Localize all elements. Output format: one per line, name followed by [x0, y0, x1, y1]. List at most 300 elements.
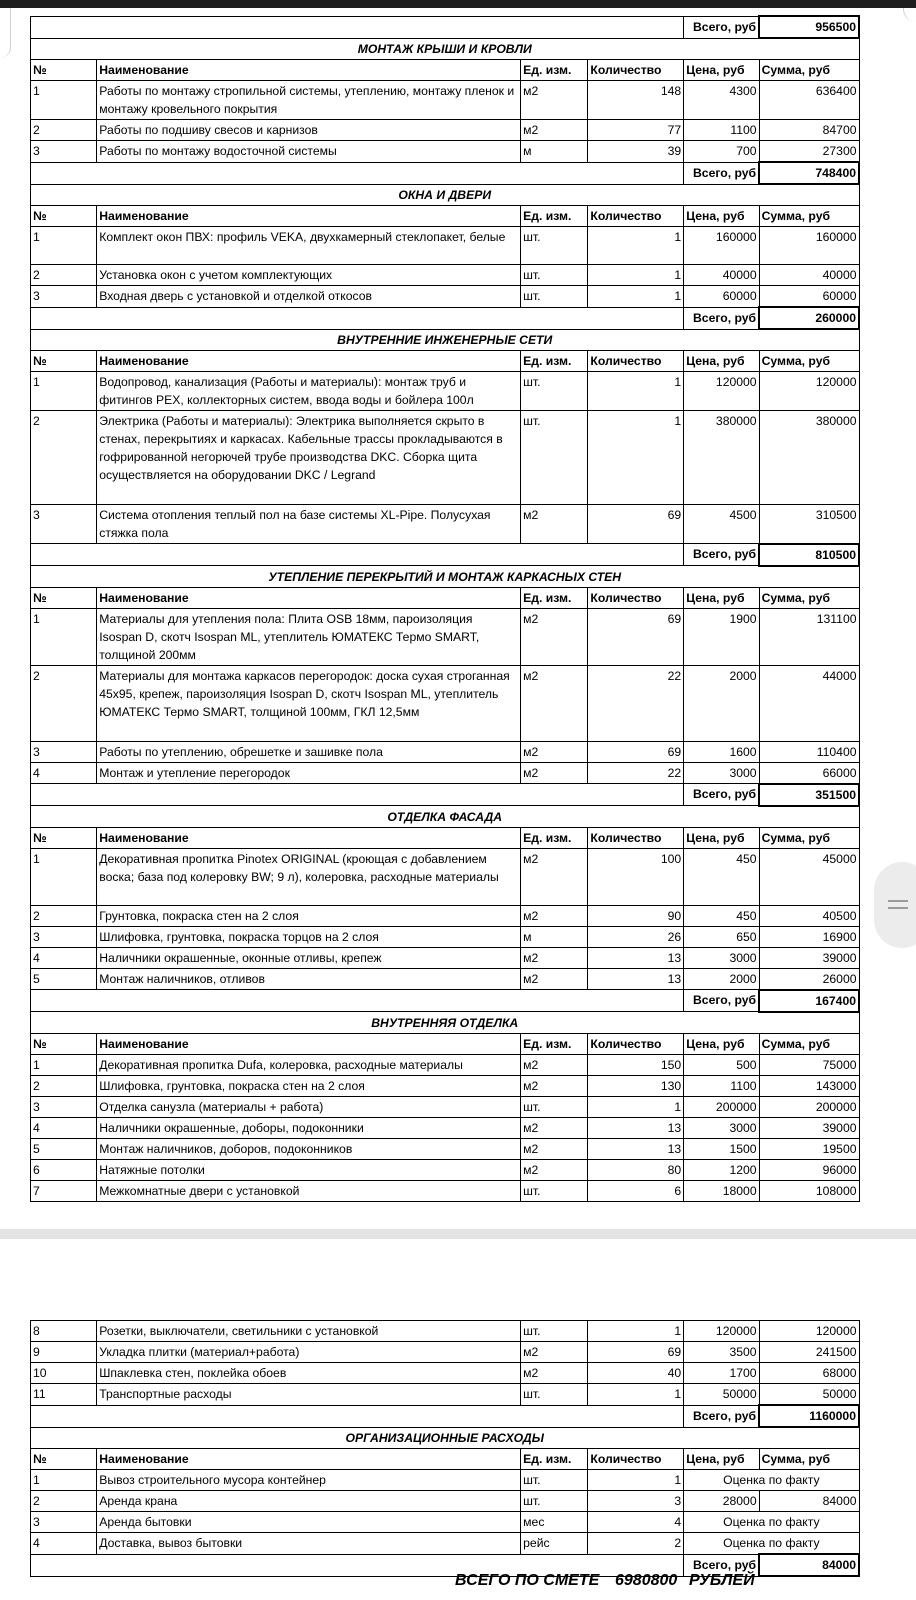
top-status-bar: [0, 0, 916, 8]
column-header-row: [31, 1449, 860, 1470]
row-price: 1100: [684, 120, 759, 141]
row-price: 4300: [684, 81, 759, 120]
row-quantity: 1: [588, 1096, 684, 1117]
table-row: [31, 141, 860, 163]
row-name: Материалы для монтажа каркасов перегородок: доска сухая строганная 45х95, крепеж, пароизоляция Isospan D, скотч Isospan ML, утеплитель ЮМАТЕКС Термо SMART, толщиной 100мм, ГКЛ 12,5мм: [97, 665, 521, 741]
row-sum: 60000: [759, 286, 859, 308]
row-number: 6: [31, 1159, 97, 1180]
row-number: 9: [31, 1342, 97, 1363]
estimate-table-continued: [30, 1320, 860, 1577]
row-sum: 39000: [759, 1117, 859, 1138]
row-quantity: 1: [588, 265, 684, 286]
row-quantity: 22: [588, 762, 684, 784]
col-sum-header: Сумма, руб: [759, 206, 859, 227]
row-quantity: 13: [588, 1138, 684, 1159]
table-row: [31, 1054, 860, 1075]
section-title: ВНУТРЕННИЕ ИНЖЕНЕРНЫЕ СЕТИ: [31, 329, 860, 351]
row-price: 200000: [684, 1096, 759, 1117]
column-header-row: [31, 587, 860, 608]
row-sum: 39000: [759, 947, 859, 968]
row-unit: м2: [521, 848, 588, 905]
row-name: Аренда крана: [97, 1491, 521, 1512]
col-price-header: Цена, руб: [684, 60, 759, 81]
col-price-header: Цена, руб: [684, 587, 759, 608]
row-quantity: 1: [588, 372, 684, 411]
row-unit: м2: [521, 1342, 588, 1363]
col-number-header: №: [31, 60, 97, 81]
row-unit: м2: [521, 1117, 588, 1138]
row-unit: м2: [521, 762, 588, 784]
row-number: 10: [31, 1363, 97, 1384]
table-row: [31, 1470, 860, 1491]
col-name-header: Наименование: [97, 60, 521, 81]
row-sum: 26000: [759, 968, 859, 990]
table-row: [31, 411, 860, 505]
row-price: 500: [684, 1054, 759, 1075]
col-sum-header: Сумма, руб: [759, 587, 859, 608]
row-quantity: 26: [588, 926, 684, 947]
section-title-row: [31, 329, 860, 351]
table-row: [31, 608, 860, 665]
total-spacer: [31, 307, 684, 329]
row-number: 4: [31, 762, 97, 784]
row-unit: м2: [521, 665, 588, 741]
row-quantity: 3: [588, 1491, 684, 1512]
row-quantity: 150: [588, 1054, 684, 1075]
row-number: 2: [31, 265, 97, 286]
table-row: [31, 848, 860, 905]
row-name: Доставка, вывоз бытовки: [97, 1533, 521, 1555]
table-row: [31, 1096, 860, 1117]
row-price: 160000: [684, 227, 759, 265]
col-quantity-header: Количество: [588, 827, 684, 848]
page-separator: [0, 1229, 916, 1239]
row-name: Монтаж наличников, отливов: [97, 968, 521, 990]
row-unit: м2: [521, 608, 588, 665]
row-number: 8: [31, 1321, 97, 1342]
column-header-row: [31, 60, 860, 81]
col-quantity-header: Количество: [588, 1033, 684, 1054]
row-quantity: 69: [588, 505, 684, 544]
row-sum: 310500: [759, 505, 859, 544]
table-row: [31, 1075, 860, 1096]
section-title-row: [31, 184, 860, 206]
col-quantity-header: Количество: [588, 351, 684, 372]
total-spacer: [31, 16, 684, 38]
total-value: 84000: [759, 1554, 859, 1576]
row-name: Материалы для утепления пола: Плита OSB 18мм, пароизоляция Isospan D, скотч Isospan ML, утеплитель ЮМАТЕКС Термо SMART, толщиной 200мм: [97, 608, 521, 665]
row-unit: шт.: [521, 1180, 588, 1201]
page-corner-left: [0, 8, 11, 58]
col-name-header: Наименование: [97, 587, 521, 608]
col-unit-header: Ед. изм.: [521, 60, 588, 81]
table-row: [31, 1533, 860, 1555]
col-number-header: №: [31, 1449, 97, 1470]
row-unit: м: [521, 141, 588, 163]
row-name: Работы по утеплению, обрешетке и зашивке пола: [97, 741, 521, 762]
row-name: Работы по монтажу водосточной системы: [97, 141, 521, 163]
row-number: 3: [31, 1096, 97, 1117]
row-unit: м2: [521, 1138, 588, 1159]
section-total-row: [31, 544, 860, 566]
row-price: 2000: [684, 665, 759, 741]
row-price: 40000: [684, 265, 759, 286]
row-unit: м: [521, 926, 588, 947]
table-row: [31, 1321, 860, 1342]
row-sum: 241500: [759, 1342, 859, 1363]
row-quantity: 69: [588, 741, 684, 762]
row-quantity: 1: [588, 1470, 684, 1491]
col-quantity-header: Количество: [588, 60, 684, 81]
row-quantity: 4: [588, 1512, 684, 1533]
row-quantity: 22: [588, 665, 684, 741]
row-sum: 68000: [759, 1363, 859, 1384]
section-title: ОТДЕЛКА ФАСАДА: [31, 806, 860, 828]
table-row: [31, 1512, 860, 1533]
row-quantity: 13: [588, 1117, 684, 1138]
col-unit-header: Ед. изм.: [521, 1033, 588, 1054]
row-number: 2: [31, 1491, 97, 1512]
row-unit: м2: [521, 1075, 588, 1096]
row-unit: м2: [521, 81, 588, 120]
column-header-row: [31, 206, 860, 227]
row-price: 3500: [684, 1342, 759, 1363]
total-spacer: [31, 990, 684, 1012]
row-name: Работы по монтажу стропильной системы, утеплению, монтажу пленок и монтажу кровельного покрытия: [97, 81, 521, 120]
section-title-row: [31, 1427, 860, 1449]
row-name: Транспортные расходы: [97, 1384, 521, 1406]
section-title-row: [31, 806, 860, 828]
row-name: Монтаж и утепление перегородок: [97, 762, 521, 784]
row-number: 2: [31, 411, 97, 505]
table-row: [31, 1342, 860, 1363]
row-quantity: 100: [588, 848, 684, 905]
row-price: 1500: [684, 1138, 759, 1159]
row-unit: шт.: [521, 1384, 588, 1406]
row-sum: 160000: [759, 227, 859, 265]
estimate-sheet-page-2: [30, 1320, 860, 1577]
row-name: Система отопления теплый пол на базе системы XL-Pipe. Полусухая стяжка пола: [97, 505, 521, 544]
section-title: ОРГАНИЗАЦИОННЫЕ РАСХОДЫ: [31, 1427, 860, 1449]
row-unit: м2: [521, 1363, 588, 1384]
row-quantity: 80: [588, 1159, 684, 1180]
table-row: [31, 1180, 860, 1201]
col-unit-header: Ед. изм.: [521, 827, 588, 848]
row-number: 11: [31, 1384, 97, 1406]
total-spacer: [31, 1405, 684, 1427]
row-quantity: 77: [588, 120, 684, 141]
section-total-row: [31, 162, 860, 184]
row-name: Входная дверь с установкой и отделкой откосов: [97, 286, 521, 308]
row-number: 1: [31, 1470, 97, 1491]
row-name: Шпаклевка стен, поклейка обоев: [97, 1363, 521, 1384]
total-label: Всего, руб: [684, 784, 759, 806]
row-price: 1700: [684, 1363, 759, 1384]
grand-total-label: ВСЕГО ПО СМЕТЕ: [455, 1572, 600, 1589]
row-price: 1900: [684, 608, 759, 665]
row-sum: 120000: [759, 372, 859, 411]
row-unit: м2: [521, 968, 588, 990]
total-label: Всего, руб: [684, 1554, 759, 1576]
row-number: 1: [31, 227, 97, 265]
col-price-header: Цена, руб: [684, 206, 759, 227]
table-row: [31, 926, 860, 947]
row-price: 2000: [684, 968, 759, 990]
row-unit: шт.: [521, 1470, 588, 1491]
row-name: Установка окон с учетом комплектующих: [97, 265, 521, 286]
row-price: 1600: [684, 741, 759, 762]
row-unit: м2: [521, 120, 588, 141]
row-name: Работы по подшиву свесов и карнизов: [97, 120, 521, 141]
row-name: Шлифовка, грунтовка, покраска торцов на 2 слоя: [97, 926, 521, 947]
col-name-header: Наименование: [97, 351, 521, 372]
col-name-header: Наименование: [97, 1449, 521, 1470]
row-price: 50000: [684, 1384, 759, 1406]
col-sum-header: Сумма, руб: [759, 351, 859, 372]
row-number: 4: [31, 947, 97, 968]
col-number-header: №: [31, 1033, 97, 1054]
row-price: 120000: [684, 372, 759, 411]
row-number: 2: [31, 1075, 97, 1096]
row-quantity: 148: [588, 81, 684, 120]
row-unit: шт.: [521, 1491, 588, 1512]
total-label: Всего, руб: [684, 307, 759, 329]
row-quantity: 90: [588, 905, 684, 926]
row-quantity: 1: [588, 286, 684, 308]
row-sum: 110400: [759, 741, 859, 762]
row-number: 4: [31, 1117, 97, 1138]
row-number: 7: [31, 1180, 97, 1201]
row-number: 3: [31, 286, 97, 308]
table-row: [31, 665, 860, 741]
col-price-header: Цена, руб: [684, 827, 759, 848]
total-value: 167400: [759, 990, 859, 1012]
total-spacer: [31, 162, 684, 184]
row-price: 1200: [684, 1159, 759, 1180]
total-label: Всего, руб: [684, 544, 759, 566]
total-value: 748400: [759, 162, 859, 184]
row-price: 450: [684, 848, 759, 905]
row-unit: мес: [521, 1512, 588, 1533]
row-number: 2: [31, 905, 97, 926]
row-unit: м2: [521, 905, 588, 926]
row-price: 120000: [684, 1321, 759, 1342]
row-sum: 75000: [759, 1054, 859, 1075]
row-quantity: 13: [588, 947, 684, 968]
total-label: Всего, руб: [684, 162, 759, 184]
row-name: Декоративная пропитка Dufa, колеровка, расходные материалы: [97, 1054, 521, 1075]
row-unit: шт.: [521, 265, 588, 286]
total-value: 956500: [759, 16, 859, 38]
row-number: 5: [31, 1138, 97, 1159]
total-label: Всего, руб: [684, 16, 759, 38]
table-row: [31, 1384, 860, 1406]
table-row: [31, 286, 860, 308]
row-name: Наличники окрашенные, оконные отливы, крепеж: [97, 947, 521, 968]
row-name: Монтаж наличников, доборов, подоконников: [97, 1138, 521, 1159]
row-quantity: 130: [588, 1075, 684, 1096]
row-number: 5: [31, 968, 97, 990]
row-unit: шт.: [521, 411, 588, 505]
col-sum-header: Сумма, руб: [759, 1033, 859, 1054]
col-unit-header: Ед. изм.: [521, 351, 588, 372]
row-sum: 120000: [759, 1321, 859, 1342]
row-sum: 84000: [759, 1491, 859, 1512]
row-name: Электрика (Работы и материалы): Электрика выполняется скрыто в стенах, перекрытиях и каркасах. Кабельные трассы прокладываются в гофрированной негорючей трубе производства DKC. Сборка щита осуществляется на оборудовании DKC / Legrand: [97, 411, 521, 505]
row-sum: 44000: [759, 665, 859, 741]
row-number: 3: [31, 741, 97, 762]
row-quantity: 40: [588, 1363, 684, 1384]
column-header-row: [31, 827, 860, 848]
row-quantity: 13: [588, 968, 684, 990]
row-number: 3: [31, 505, 97, 544]
row-price: 3000: [684, 947, 759, 968]
col-sum-header: Сумма, руб: [759, 60, 859, 81]
col-price-header: Цена, руб: [684, 1449, 759, 1470]
section-total-row: [31, 990, 860, 1012]
row-sum: 45000: [759, 848, 859, 905]
grand-total-value: 6980800: [615, 1572, 678, 1589]
row-quantity: 39: [588, 141, 684, 163]
section-total-row: [31, 784, 860, 806]
row-name: Грунтовка, покраска стен на 2 слоя: [97, 905, 521, 926]
row-price: 650: [684, 926, 759, 947]
row-sum: 380000: [759, 411, 859, 505]
total-label: Всего, руб: [684, 1405, 759, 1427]
col-price-header: Цена, руб: [684, 1033, 759, 1054]
col-quantity-header: Количество: [588, 587, 684, 608]
table-row: [31, 1117, 860, 1138]
col-unit-header: Ед. изм.: [521, 587, 588, 608]
row-number: 1: [31, 848, 97, 905]
row-quantity: 1: [588, 227, 684, 265]
estimate-table: [30, 15, 860, 1202]
row-price: 380000: [684, 411, 759, 505]
row-name: Наличники окрашенные, доборы, подоконники: [97, 1117, 521, 1138]
col-number-header: №: [31, 351, 97, 372]
page-corner-right: [903, 8, 916, 22]
section-total-row: [31, 16, 860, 38]
row-unit: шт.: [521, 1096, 588, 1117]
row-name: Натяжные потолки: [97, 1159, 521, 1180]
row-estimate: Оценка по факту: [684, 1533, 859, 1555]
table-row: [31, 947, 860, 968]
column-header-row: [31, 1033, 860, 1054]
row-price: 3000: [684, 762, 759, 784]
row-name: Декоративная пропитка Pinotex ORIGINAL (кроющая с добавлением воска; база под колеровку BW; 9 л), колеровка, расходные материалы: [97, 848, 521, 905]
col-unit-header: Ед. изм.: [521, 206, 588, 227]
table-row: [31, 505, 860, 544]
row-number: 1: [31, 608, 97, 665]
total-value: 810500: [759, 544, 859, 566]
table-row: [31, 1159, 860, 1180]
section-title: ВНУТРЕННЯЯ ОТДЕЛКА: [31, 1012, 860, 1034]
row-name: Розетки, выключатели, светильники с установкой: [97, 1321, 521, 1342]
row-sum: 40500: [759, 905, 859, 926]
row-unit: шт.: [521, 227, 588, 265]
row-sum: 636400: [759, 81, 859, 120]
table-row: [31, 372, 860, 411]
row-sum: 96000: [759, 1159, 859, 1180]
section-title-row: [31, 1012, 860, 1034]
table-row: [31, 762, 860, 784]
table-row: [31, 741, 860, 762]
col-quantity-header: Количество: [588, 1449, 684, 1470]
row-sum: 16900: [759, 926, 859, 947]
col-number-header: №: [31, 587, 97, 608]
row-unit: рейс: [521, 1533, 588, 1555]
section-total-row: [31, 1405, 860, 1427]
col-sum-header: Сумма, руб: [759, 827, 859, 848]
row-unit: м2: [521, 947, 588, 968]
table-row: [31, 81, 860, 120]
row-number: 3: [31, 926, 97, 947]
section-title: МОНТАЖ КРЫШИ И КРОВЛИ: [31, 38, 860, 60]
row-price: 450: [684, 905, 759, 926]
row-price: 18000: [684, 1180, 759, 1201]
row-unit: м2: [521, 741, 588, 762]
row-number: 1: [31, 372, 97, 411]
row-number: 4: [31, 1533, 97, 1555]
row-sum: 200000: [759, 1096, 859, 1117]
row-price: 4500: [684, 505, 759, 544]
row-name: Комплект окон ПВХ: профиль VEKA, двухкамерный стеклопакет, белые: [97, 227, 521, 265]
row-quantity: 69: [588, 1342, 684, 1363]
section-title: УТЕПЛЕНИЕ ПЕРЕКРЫТИЙ И МОНТАЖ КАРКАСНЫХ СТЕН: [31, 566, 860, 588]
row-price: 3000: [684, 1117, 759, 1138]
row-quantity: 69: [588, 608, 684, 665]
row-price: 60000: [684, 286, 759, 308]
row-name: Вывоз строительного мусора контейнер: [97, 1470, 521, 1491]
row-sum: 50000: [759, 1384, 859, 1406]
row-price: 28000: [684, 1491, 759, 1512]
table-row: [31, 265, 860, 286]
row-unit: м2: [521, 1054, 588, 1075]
total-value: 1160000: [759, 1405, 859, 1427]
section-title: ОКНА И ДВЕРИ: [31, 184, 860, 206]
row-sum: 19500: [759, 1138, 859, 1159]
row-quantity: 6: [588, 1180, 684, 1201]
row-name: Укладка плитки (материал+работа): [97, 1342, 521, 1363]
estimate-sheet-page-1: [30, 15, 860, 1202]
col-unit-header: Ед. изм.: [521, 1449, 588, 1470]
row-sum: 84700: [759, 120, 859, 141]
row-estimate: Оценка по факту: [684, 1470, 859, 1491]
col-number-header: №: [31, 206, 97, 227]
table-row: [31, 120, 860, 141]
row-unit: м2: [521, 1159, 588, 1180]
row-number: 1: [31, 1054, 97, 1075]
total-value: 260000: [759, 307, 859, 329]
col-name-header: Наименование: [97, 206, 521, 227]
row-quantity: 1: [588, 1321, 684, 1342]
row-number: 2: [31, 120, 97, 141]
row-estimate: Оценка по факту: [684, 1512, 859, 1533]
col-name-header: Наименование: [97, 827, 521, 848]
total-label: Всего, руб: [684, 990, 759, 1012]
table-row: [31, 905, 860, 926]
section-total-row: [31, 307, 860, 329]
scroll-handle[interactable]: [874, 862, 916, 948]
col-name-header: Наименование: [97, 1033, 521, 1054]
row-unit: шт.: [521, 1321, 588, 1342]
grip-line-icon: [888, 900, 908, 902]
row-unit: м2: [521, 505, 588, 544]
row-sum: 27300: [759, 141, 859, 163]
col-price-header: Цена, руб: [684, 351, 759, 372]
row-quantity: 2: [588, 1533, 684, 1555]
col-quantity-header: Количество: [588, 206, 684, 227]
